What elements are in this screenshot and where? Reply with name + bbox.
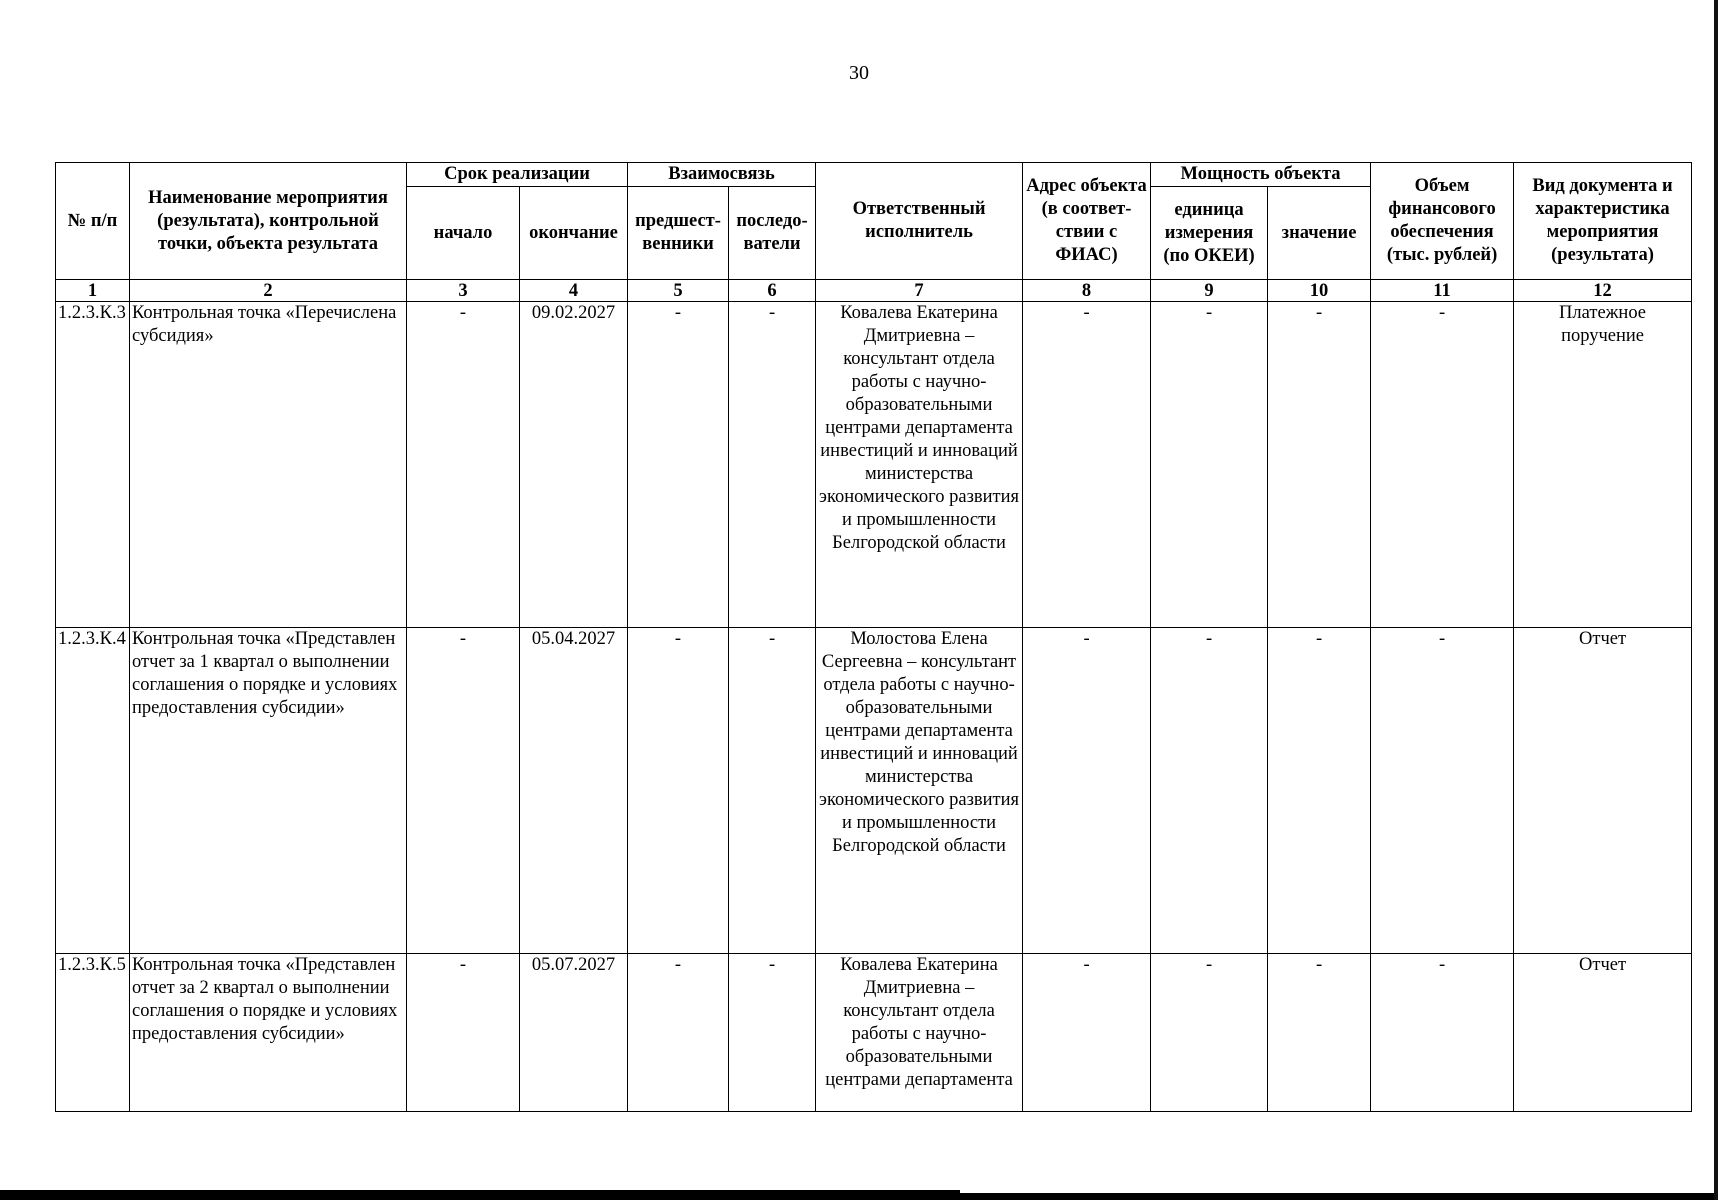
header-term-group: Срок реализации: [407, 163, 628, 187]
row-financing: -: [1371, 954, 1514, 1112]
header-address: Адрес объекта (в соответ-ствии с ФИАС): [1023, 163, 1151, 280]
row-end: 05.04.2027: [520, 628, 628, 954]
col-number-12: 12: [1514, 280, 1692, 302]
header-responsible: Ответственный исполнитель: [816, 163, 1023, 280]
col-number-11: 11: [1371, 280, 1514, 302]
row-financing: -: [1371, 302, 1514, 628]
row-predecessors: -: [628, 628, 729, 954]
page-number: 30: [849, 62, 869, 84]
header-financing: Объем финансового обеспечения (тыс. рублей): [1371, 163, 1514, 280]
header-start: начало: [407, 187, 520, 280]
row-unit: -: [1151, 628, 1268, 954]
table-row: [56, 954, 1692, 1112]
row-address: -: [1023, 302, 1151, 628]
row-end: 05.07.2027: [520, 954, 628, 1112]
row-predecessors: -: [628, 954, 729, 1112]
row-unit: -: [1151, 302, 1268, 628]
col-number-6: 6: [729, 280, 816, 302]
row-successors: -: [729, 302, 816, 628]
row-name: Контрольная точка «Представлен отчет за 1 квартал о выполнении соглашения о порядке и условиях предоставления субсидии»: [130, 628, 407, 954]
scan-bottom-edge: [0, 1193, 1718, 1200]
col-number-10: 10: [1268, 280, 1371, 302]
row-value: -: [1268, 954, 1371, 1112]
row-name: Контрольная точка «Представлен отчет за 2 квартал о выполнении соглашения о порядке и условиях предоставления субсидии»: [130, 954, 407, 1112]
header-name: Наименование мероприятия (результата), контрольной точки, объекта результата: [130, 163, 407, 280]
row-num: 1.2.3.К.4: [56, 628, 130, 954]
row-successors: -: [729, 954, 816, 1112]
row-predecessors: -: [628, 302, 729, 628]
row-document: Отчет: [1514, 628, 1692, 954]
header-end: окончание: [520, 187, 628, 280]
row-unit: -: [1151, 954, 1268, 1112]
row-end: 09.02.2027: [520, 302, 628, 628]
row-name: Контрольная точка «Перечислена субсидия»: [130, 302, 407, 628]
implementation-plan-table: [55, 162, 1692, 1112]
row-start: -: [407, 628, 520, 954]
col-number-3: 3: [407, 280, 520, 302]
header-value: значение: [1268, 187, 1371, 280]
col-number-1: 1: [56, 280, 130, 302]
header-successors: последо-ватели: [729, 187, 816, 280]
row-document: Отчет: [1514, 954, 1692, 1112]
scan-right-edge: [1714, 0, 1718, 1200]
row-document: Платежное поручение: [1514, 302, 1692, 628]
col-number-8: 8: [1023, 280, 1151, 302]
row-responsible: Ковалева Екатерина Дмитриевна – консультант отдела работы с научно-образовательными центрами департамента: [816, 954, 1023, 1112]
table-row: [56, 628, 1692, 954]
header-unit: единица измерения (по ОКЕИ): [1151, 187, 1268, 280]
col-number-9: 9: [1151, 280, 1268, 302]
row-responsible: Молостова Елена Сергеевна – консультант отдела работы с научно-образовательными центрами департамента инвестиций и инноваций министерства экономического развития и промышленности Белгородской области: [816, 628, 1023, 954]
row-address: -: [1023, 954, 1151, 1112]
col-number-7: 7: [816, 280, 1023, 302]
col-number-4: 4: [520, 280, 628, 302]
row-num: 1.2.3.К.5: [56, 954, 130, 1112]
row-num: 1.2.3.К.3: [56, 302, 130, 628]
row-start: -: [407, 302, 520, 628]
header-power-group: Мощность объекта: [1151, 163, 1371, 187]
row-financing: -: [1371, 628, 1514, 954]
row-address: -: [1023, 628, 1151, 954]
row-responsible: Ковалева Екатерина Дмитриевна – консультант отдела работы с научно-образовательными центрами департамента инвестиций и инноваций министерства экономического развития и промышленности Белгородской области: [816, 302, 1023, 628]
row-value: -: [1268, 302, 1371, 628]
table-row: [56, 302, 1692, 628]
row-start: -: [407, 954, 520, 1112]
row-value: -: [1268, 628, 1371, 954]
header-link-group: Взаимосвязь: [628, 163, 816, 187]
row-successors: -: [729, 628, 816, 954]
col-number-5: 5: [628, 280, 729, 302]
col-number-2: 2: [130, 280, 407, 302]
header-num: № п/п: [56, 163, 130, 280]
header-document: Вид документа и характеристика мероприятия (результата): [1514, 163, 1692, 280]
header-predecessors: предшест-венники: [628, 187, 729, 280]
